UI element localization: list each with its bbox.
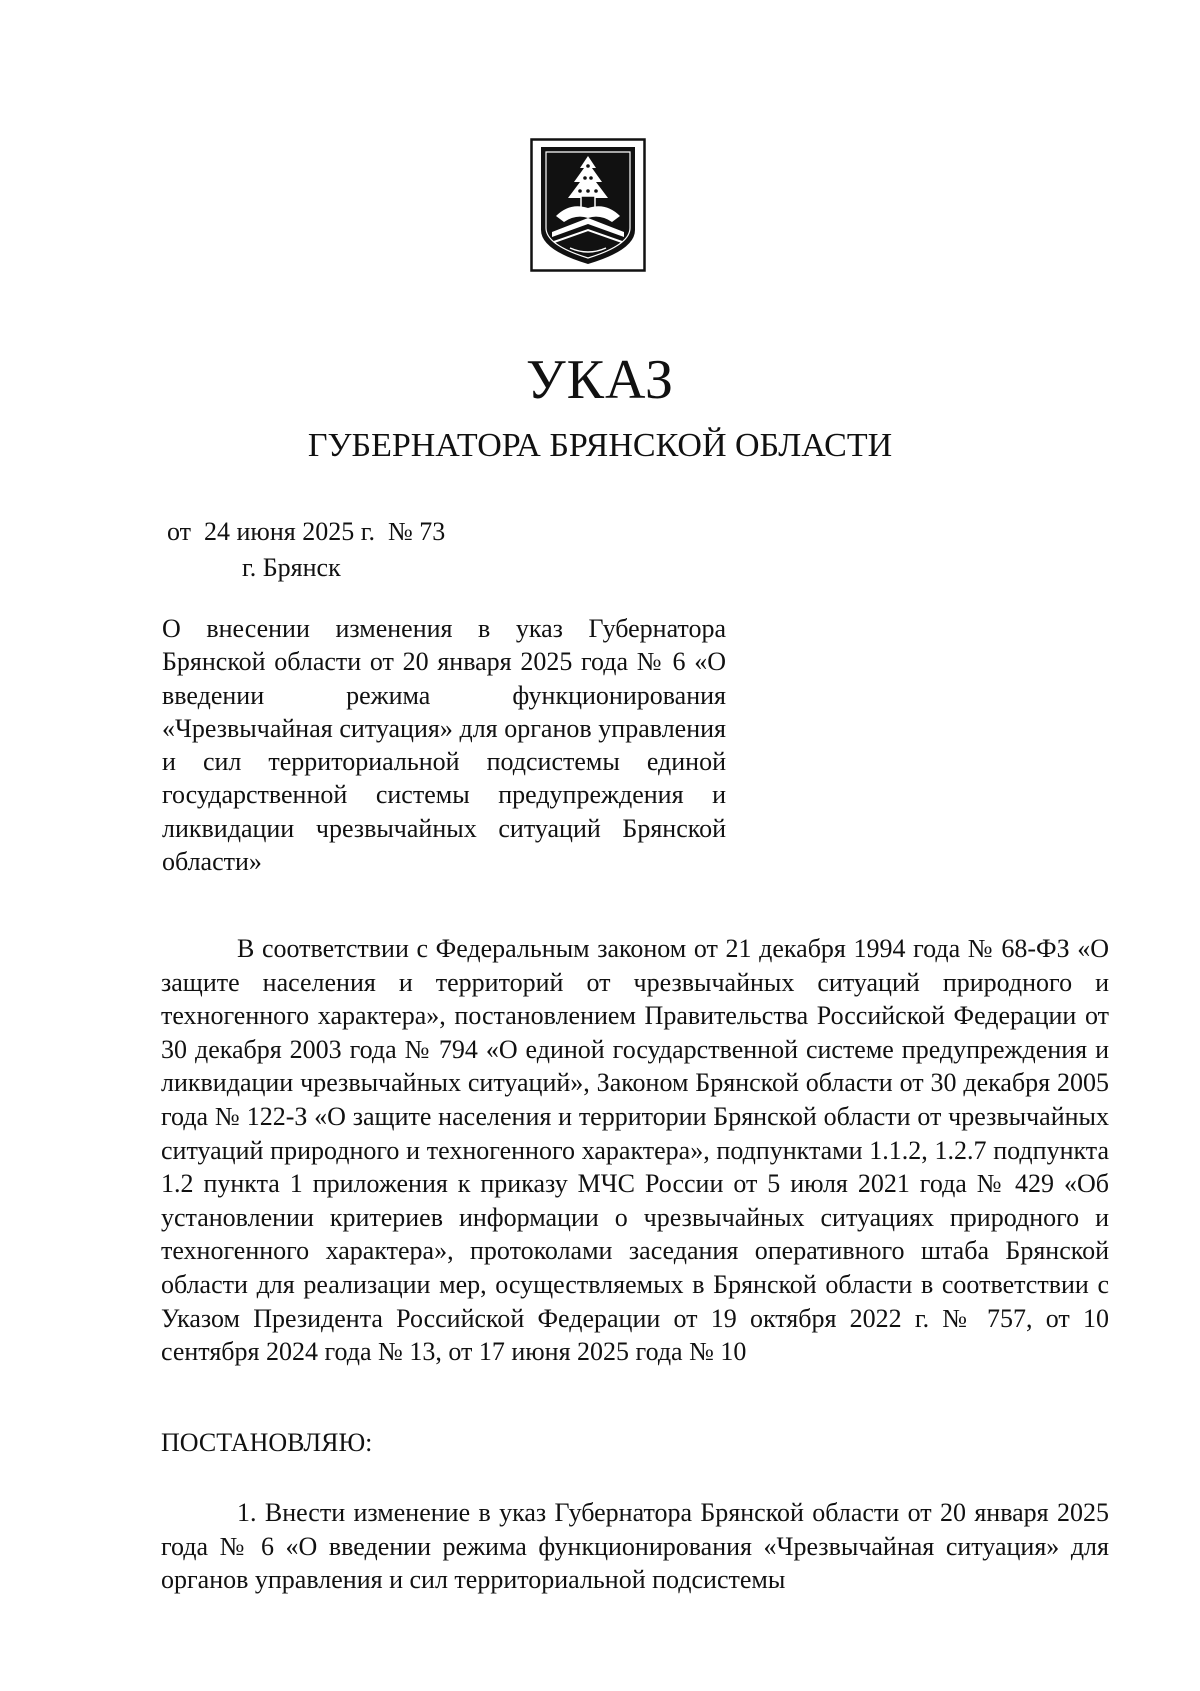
clause-1-paragraph: 1. Внести изменение в указ Губернатора Брянской области от 20 января 2025 года № 6 «О введении режима функционирования «Чрезвычайная ситуация» для органов управления и сил территориальной подсистемы [161,1498,1109,1595]
document-date-number: от 24 июня 2025 г. № 73 [167,517,446,546]
preamble-paragraph: В соответствии с Федеральным законом от 21 декабря 1994 года № 68-ФЗ «О защите населения и территорий от чрезвычайных ситуаций природного и техногенного характера», постановлением Правительства Российской Федерации от 30 декабря 2003 года № 794 «О единой государственной системе предупреждения и ликвидации чрезвычайных ситуаций», Законом Брянской области от 30 декабря 2005 года № 122-З «О защите населения и территории Брянской области от чрезвычайных ситуаций природного и техногенного характера», подпунктами 1.1.2, 1.2.7 подпункта 1.2 пункта 1 приложения к приказу МЧС России от 5 июля 2021 года № 429 «Об установлении критериев информации о чрезвычайных ситуациях природного и техногенного характера», протоколами заседания оперативного штаба Брянской области для реализации мер, осуществляемых в Брянской области в соответствии с Указом Президента Российской Федерации от 19 октября 2022 г. № 757, от 10 сентября 2024 года № 13, от 17 июня 2025 года № 10 [161,934,1109,1367]
issuing-authority: ГУБЕРНАТОРА БРЯНСКОЙ ОБЛАСТИ [307,427,893,464]
bryansk-oblast-coat-of-arms-icon [530,138,646,272]
document-city: г. Брянск [242,553,341,582]
document-type-title: УКАЗ [525,349,675,411]
document-subject: О внесении изменения в указ Губернатора Брянской области от 20 января 2025 года № 6 «О введении режима функционирования «Чрезвычайная ситуация» для органов управления и сил территориальной подсистемы единой государственной системы предупреждения и ликвидации чрезвычайных ситуаций Брянской области» [162,614,726,877]
resolve-heading: ПОСТАНОВЛЯЮ: [161,1428,373,1457]
